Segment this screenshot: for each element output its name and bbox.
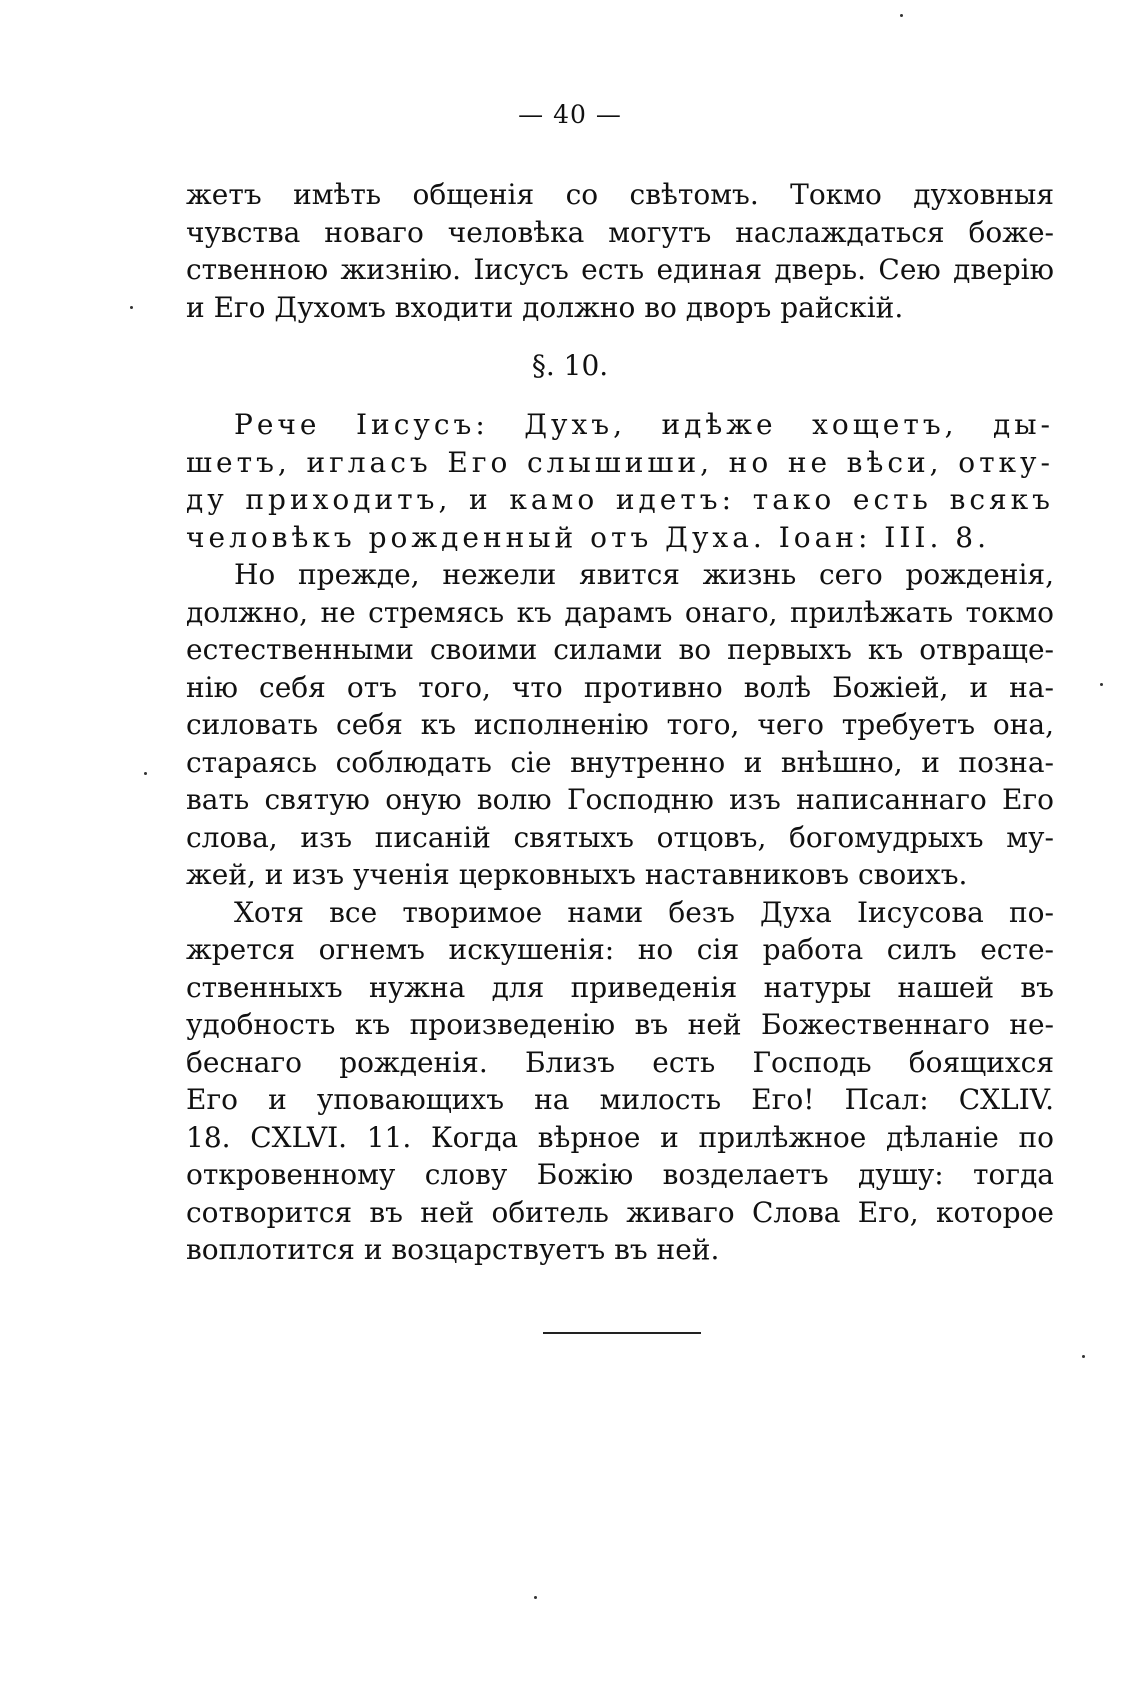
text-line: воплотится и возцарствуетъ въ ней. (186, 1233, 720, 1266)
text-line: Его и уповающихъ на милость Его! Псал: CXLIV. (186, 1083, 1054, 1116)
text-line: жей, и изъ ученія церковныхъ наставниковъ своихъ. (186, 858, 968, 891)
text-line: жрется огнемъ искушенія: но сія работа силъ есте- (186, 933, 1054, 966)
text-line: беснаго рожденія. Близъ есть Господь боящихся (186, 1045, 1054, 1079)
text-line: должно, не стремясь къ дарамъ онаго, прилѣжать токмо (186, 595, 1054, 629)
text-line: удобность къ произведенію въ ней Божественнаго не- (186, 1008, 1054, 1041)
text-line: силовать себя къ исполненію того, чего требуетъ она, (186, 708, 1054, 741)
text-line: откровенному слову Божію возделаетъ душу: тогда (186, 1158, 1054, 1191)
specks (144, 772, 147, 775)
text-line: ственныхъ нужна для приведенія натуры нашей въ (186, 970, 1054, 1004)
text-line: Хотя все творимое нами безъ Духа Іисусова по- (234, 895, 1054, 929)
page-number: — 40 — (518, 100, 622, 129)
specks (900, 14, 903, 17)
section-heading: §. 10. (531, 349, 609, 382)
text-line: сотворится въ ней обитель живаго Слова Его, которое (186, 1195, 1054, 1229)
text-line: шетъ, игласъ Его слышиши, но не вѣси, отку- (186, 445, 1054, 479)
text-line: Но прежде, нежели явится жизнь сего рожденія, (234, 558, 1054, 591)
text-line: ственною жизнію. Іисусъ есть единая дверь. Сею дверію (186, 253, 1054, 286)
text-line: жетъ имѣть общенія со свѣтомъ. Токмо духовныя (186, 178, 1054, 211)
specks (130, 306, 133, 309)
specks (1100, 683, 1103, 686)
text-line: вать святую оную волю Господню изъ написаннаго Его (186, 783, 1054, 816)
text-line: 18. CXLVI. 11. Когда вѣрное и прилѣжное дѣланіе по (186, 1120, 1054, 1154)
paragraph-3 (186, 894, 1054, 1269)
text-line: и Его Духомъ входити должно во дворъ райскій. (186, 290, 904, 324)
text-line: слова, изъ писаній святыхъ отцовъ, богомудрыхъ му- (186, 820, 1054, 854)
text-line: чувства новаго человѣка могутъ наслаждаться боже- (186, 215, 1054, 249)
specks (534, 1596, 537, 1599)
main-text (186, 406, 1054, 1269)
opening-paragraph (186, 176, 1054, 326)
scripture-quote (186, 406, 1054, 556)
text-line: естественными своими силами во первыхъ къ отвраще- (186, 633, 1054, 666)
paragraph-2 (186, 556, 1054, 894)
text-line: нію себя отъ того, что противно волѣ Божіей, и на- (186, 670, 1054, 704)
end-rule (543, 1332, 701, 1334)
text-line: стараясь соблюдать сіе внутренно и внѣшно, и позна- (186, 745, 1054, 779)
text-line: ду приходитъ, и камо идетъ: тако есть всякъ (186, 483, 1054, 516)
text-line: Рече Іисусъ: Духъ, идѣже хощетъ, ды- (234, 408, 1054, 441)
specks (1082, 1355, 1085, 1358)
text-line: человѣкъ рожденный отъ Духа. Іоан: III. 8. (186, 520, 991, 554)
